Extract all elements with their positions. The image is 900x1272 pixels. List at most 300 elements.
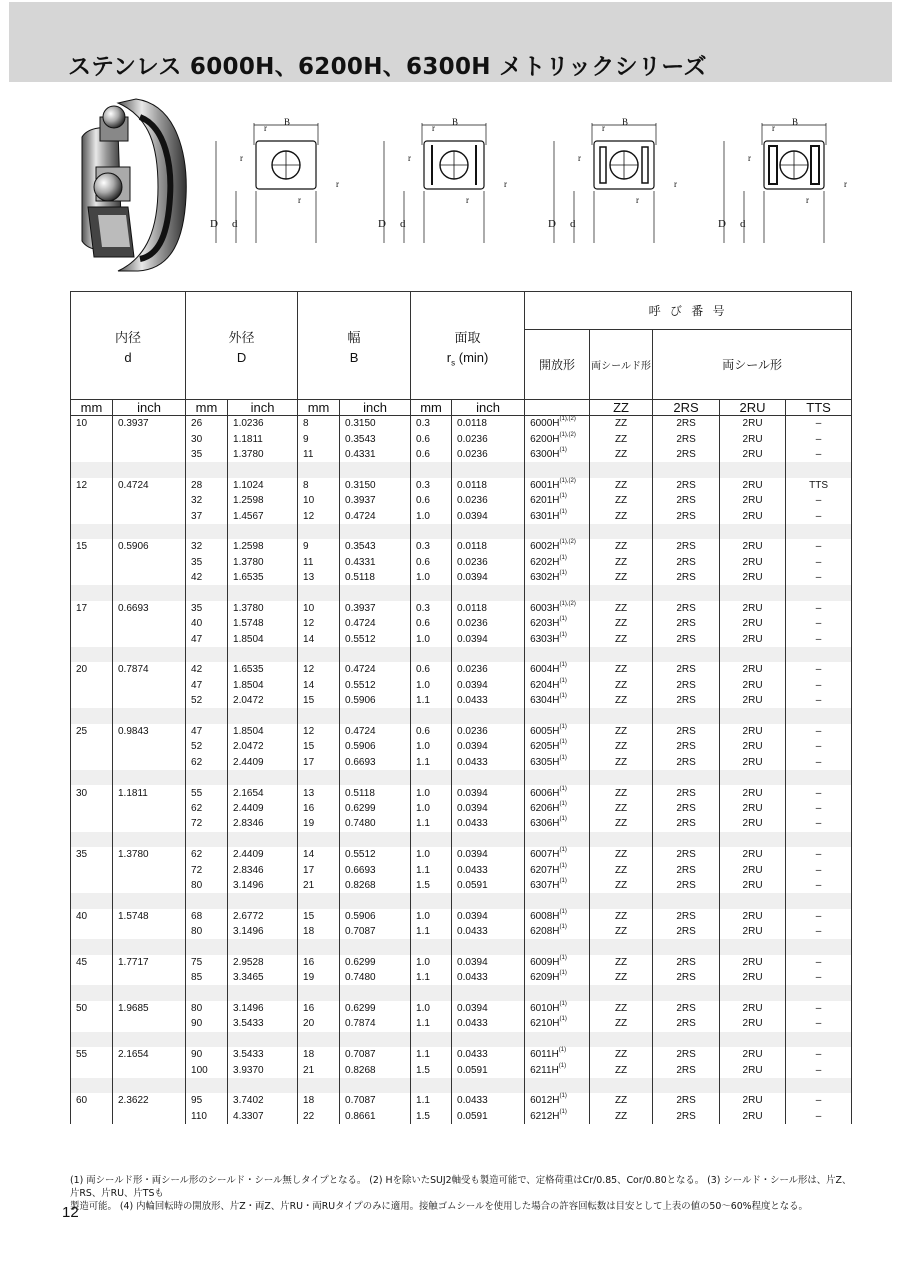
cell-d-mm: 40	[71, 909, 113, 924]
label-rs-top: r	[264, 123, 267, 133]
cell-tts: –	[786, 678, 852, 693]
cell-r-in: 0.0118	[452, 539, 525, 554]
spacer-cell	[113, 524, 186, 539]
footnote-ref: (1)	[559, 970, 567, 977]
label-rs-bottom: r	[636, 195, 639, 205]
spacer-cell	[411, 708, 452, 723]
cell-ru: 2RU	[720, 970, 786, 985]
spacer-cell	[71, 985, 113, 1000]
cell-r-in: 0.0118	[452, 601, 525, 616]
cell-r-mm: 1.0	[411, 955, 452, 970]
cell-ru: 2RU	[720, 785, 786, 800]
spacer-cell	[590, 832, 653, 847]
spacer-cell	[590, 524, 653, 539]
designation-open: 6305H	[530, 756, 560, 768]
cell-r-in: 0.0394	[452, 1001, 525, 1016]
table-row	[71, 693, 852, 708]
cell-rs: 2RS	[653, 801, 720, 816]
cell-B-in: 0.8268	[340, 878, 411, 893]
designation-open: 6012H	[530, 1095, 560, 1107]
cell-B-mm: 12	[298, 508, 340, 523]
footnote-ref: (1)	[558, 1062, 567, 1069]
spacer-cell	[653, 832, 720, 847]
unit-header: 2RU	[720, 400, 786, 416]
designation-open: 6208H	[530, 926, 560, 938]
cell-B-mm: 18	[298, 924, 340, 939]
cell-d-mm	[71, 678, 113, 693]
footnote-ref: (1)	[559, 877, 567, 884]
spacer-cell	[411, 524, 452, 539]
cell-d-inch	[113, 739, 186, 754]
spacer-cell	[228, 1032, 298, 1047]
cell-r-mm: 1.1	[411, 816, 452, 831]
spacer-cell	[228, 1078, 298, 1093]
cell-open	[525, 801, 590, 816]
cell-d-inch: 1.7717	[113, 955, 186, 970]
cell-r-mm: 0.3	[411, 601, 452, 616]
cell-ru: 2RU	[720, 1016, 786, 1031]
cell-D-in: 1.2598	[228, 493, 298, 508]
spacer-cell	[653, 708, 720, 723]
cell-r-in: 0.0118	[452, 416, 525, 432]
cell-r-mm: 1.0	[411, 570, 452, 585]
spacer-row	[71, 462, 852, 477]
cell-rs: 2RS	[653, 878, 720, 893]
table-row	[71, 616, 852, 631]
footnote-ref: (1)	[559, 554, 567, 561]
cell-zz: ZZ	[590, 924, 653, 939]
cell-d-inch	[113, 1016, 186, 1031]
table-row	[71, 662, 852, 677]
cell-open	[525, 755, 590, 770]
table-row	[71, 801, 852, 816]
spacer-row	[71, 939, 852, 954]
cell-open	[525, 539, 590, 554]
footnote-ref: (1)	[559, 662, 567, 669]
spacer-cell	[298, 708, 340, 723]
cell-d-mm	[71, 739, 113, 754]
spacer-cell	[298, 524, 340, 539]
table-row	[71, 724, 852, 739]
cell-open	[525, 739, 590, 754]
label-d-outer: D	[718, 218, 726, 230]
cell-B-in: 0.8268	[340, 1062, 411, 1077]
cell-r-in: 0.0394	[452, 801, 525, 816]
cell-d-inch: 0.3937	[113, 416, 186, 432]
spacer-cell	[452, 708, 525, 723]
cell-ru: 2RU	[720, 693, 786, 708]
cell-D-in: 4.3307	[228, 1109, 298, 1124]
cell-D-mm: 90	[186, 1016, 228, 1031]
cell-d-mm	[71, 693, 113, 708]
unit-header: 2RS	[653, 400, 720, 416]
spacer-cell	[186, 708, 228, 723]
label-rs: r	[240, 153, 243, 163]
cell-B-in: 0.5512	[340, 678, 411, 693]
cell-D-mm: 85	[186, 970, 228, 985]
spacer-cell	[71, 939, 113, 954]
cell-d-inch	[113, 570, 186, 585]
cell-rs: 2RS	[653, 416, 720, 432]
cell-B-in: 0.3543	[340, 539, 411, 554]
footnote-ref: (1)	[559, 816, 567, 823]
diagram-shield	[374, 115, 522, 245]
spacer-cell	[653, 524, 720, 539]
cell-r-in: 0.0236	[452, 616, 525, 631]
cell-tts: –	[786, 493, 852, 508]
cell-tts: –	[786, 847, 852, 862]
cell-d-inch: 0.4724	[113, 478, 186, 493]
spacer-cell	[452, 462, 525, 477]
label-rs-bottom: r	[298, 195, 301, 205]
cell-d-mm	[71, 493, 113, 508]
unit-header: mm	[71, 400, 113, 416]
cell-D-mm: 47	[186, 678, 228, 693]
table-row	[71, 862, 852, 877]
cell-B-in: 0.3937	[340, 493, 411, 508]
cell-D-mm: 75	[186, 955, 228, 970]
cell-D-mm: 52	[186, 739, 228, 754]
spacer-cell	[590, 893, 653, 908]
cell-ru: 2RU	[720, 755, 786, 770]
unit-header: inch	[113, 400, 186, 416]
cell-d-mm	[71, 447, 113, 462]
cell-open	[525, 724, 590, 739]
footnote-ref: (1)	[559, 739, 567, 746]
cell-d-mm: 60	[71, 1093, 113, 1108]
cell-ru: 2RU	[720, 878, 786, 893]
label-d-bore: d	[232, 218, 238, 230]
cell-B-mm: 21	[298, 1062, 340, 1077]
spacer-cell	[653, 985, 720, 1000]
label-rs: r	[748, 153, 751, 163]
cell-r-in: 0.0433	[452, 816, 525, 831]
table-row	[71, 1109, 852, 1124]
cell-tts: –	[786, 539, 852, 554]
cell-rs: 2RS	[653, 816, 720, 831]
label-d-outer: D	[210, 218, 218, 230]
cell-B-in: 0.7087	[340, 924, 411, 939]
spacer-cell	[71, 708, 113, 723]
cell-B-in: 0.4724	[340, 508, 411, 523]
cell-rs: 2RS	[653, 1047, 720, 1062]
label-b: B	[792, 117, 799, 127]
label-d-bore: d	[400, 218, 406, 230]
table-row	[71, 785, 852, 800]
bearing-photo	[78, 97, 190, 273]
cell-rs: 2RS	[653, 447, 720, 462]
spacer-cell	[525, 939, 590, 954]
footnote-ref: (1)	[559, 754, 567, 761]
spacer-cell	[590, 462, 653, 477]
cell-tts: –	[786, 739, 852, 754]
label-b: B	[452, 117, 459, 127]
cell-D-mm: 80	[186, 878, 228, 893]
spacer-cell	[186, 462, 228, 477]
cell-r-mm: 1.0	[411, 847, 452, 862]
cell-D-in: 1.3780	[228, 447, 298, 462]
cell-ru: 2RU	[720, 631, 786, 646]
cell-B-mm: 8	[298, 416, 340, 432]
cell-tts: TTS	[786, 478, 852, 493]
cell-D-mm: 62	[186, 847, 228, 862]
cell-D-mm: 62	[186, 801, 228, 816]
spacer-cell	[653, 893, 720, 908]
footnote-ref: (1),(2)	[559, 477, 576, 484]
cell-d-mm	[71, 1016, 113, 1031]
cell-B-in: 0.3543	[340, 431, 411, 446]
cell-B-mm: 18	[298, 1093, 340, 1108]
cell-d-inch: 2.1654	[113, 1047, 186, 1062]
cell-B-in: 0.5118	[340, 570, 411, 585]
spacer-cell	[228, 939, 298, 954]
spacer-cell	[113, 585, 186, 600]
spacer-cell	[452, 647, 525, 662]
cell-r-in: 0.0591	[452, 1109, 525, 1124]
cell-tts: –	[786, 631, 852, 646]
spacer-cell	[113, 832, 186, 847]
unit-header: mm	[298, 400, 340, 416]
cell-rs: 2RS	[653, 1001, 720, 1016]
spacer-cell	[590, 1078, 653, 1093]
cell-r-mm: 1.0	[411, 631, 452, 646]
spacer-cell	[113, 985, 186, 1000]
cell-B-in: 0.7087	[340, 1047, 411, 1062]
cell-zz: ZZ	[590, 785, 653, 800]
cell-rs: 2RS	[653, 739, 720, 754]
cell-D-in: 2.4409	[228, 801, 298, 816]
label-rs-right: r	[504, 179, 507, 189]
cell-d-inch	[113, 693, 186, 708]
designation-open: 6000H	[530, 418, 560, 430]
cell-D-mm: 90	[186, 1047, 228, 1062]
cell-D-in: 1.3780	[228, 601, 298, 616]
spacer-cell	[720, 985, 786, 1000]
cell-zz: ZZ	[590, 1001, 653, 1016]
cell-B-mm: 20	[298, 1016, 340, 1031]
cell-D-in: 1.8504	[228, 678, 298, 693]
cell-d-inch: 1.9685	[113, 1001, 186, 1016]
spacer-row	[71, 708, 852, 723]
spacer-row	[71, 770, 852, 785]
cell-r-in: 0.0394	[452, 678, 525, 693]
spacer-cell	[653, 939, 720, 954]
spacer-cell	[228, 647, 298, 662]
cell-tts: –	[786, 447, 852, 462]
cell-B-in: 0.7087	[340, 1093, 411, 1108]
cell-rs: 2RS	[653, 862, 720, 877]
cell-r-mm: 0.6	[411, 662, 452, 677]
cell-tts: –	[786, 570, 852, 585]
cell-d-mm	[71, 570, 113, 585]
cell-d-mm: 15	[71, 539, 113, 554]
table-row	[71, 601, 852, 616]
spacer-cell	[653, 647, 720, 662]
cell-d-mm	[71, 801, 113, 816]
spacer-cell	[525, 985, 590, 1000]
cell-r-in: 0.0394	[452, 631, 525, 646]
cell-B-mm: 17	[298, 862, 340, 877]
page-title: ステンレス 6000H、6200H、6300H メトリックシリーズ	[68, 54, 707, 80]
spacer-cell	[71, 832, 113, 847]
table-row	[71, 631, 852, 646]
cell-ru: 2RU	[720, 924, 786, 939]
table-row	[71, 816, 852, 831]
cell-rs: 2RS	[653, 909, 720, 924]
footnote-ref: (1)	[559, 785, 567, 792]
cell-zz: ZZ	[590, 555, 653, 570]
cell-D-mm: 40	[186, 616, 228, 631]
spacer-cell	[186, 1078, 228, 1093]
cell-tts: –	[786, 878, 852, 893]
cell-rs: 2RS	[653, 1016, 720, 1031]
designation-open: 6202H	[530, 556, 560, 568]
spacer-cell	[411, 939, 452, 954]
cell-r-mm: 0.6	[411, 431, 452, 446]
cell-D-mm: 35	[186, 447, 228, 462]
spacer-cell	[298, 985, 340, 1000]
spacer-row	[71, 647, 852, 662]
cell-rs: 2RS	[653, 970, 720, 985]
footnote-ref: (1)	[559, 724, 567, 730]
header-designation: 呼 び 番 号	[525, 292, 852, 330]
cell-B-mm: 14	[298, 847, 340, 862]
spacer-cell	[340, 708, 411, 723]
cell-open	[525, 662, 590, 677]
cell-D-mm: 110	[186, 1109, 228, 1124]
spacer-cell	[411, 647, 452, 662]
unit-header: inch	[340, 400, 411, 416]
spacer-cell	[186, 893, 228, 908]
spacer-cell	[525, 647, 590, 662]
spacer-cell	[113, 893, 186, 908]
cell-B-in: 0.3150	[340, 416, 411, 432]
cell-d-inch: 0.5906	[113, 539, 186, 554]
label-rs-bottom: r	[806, 195, 809, 205]
cell-rs: 2RS	[653, 1109, 720, 1124]
cell-rs: 2RS	[653, 601, 720, 616]
cell-zz: ZZ	[590, 816, 653, 831]
spacer-row	[71, 1078, 852, 1093]
cell-zz: ZZ	[590, 539, 653, 554]
cell-zz: ZZ	[590, 678, 653, 693]
cell-open	[525, 785, 590, 800]
cell-zz: ZZ	[590, 970, 653, 985]
cell-ru: 2RU	[720, 1109, 786, 1124]
cell-r-in: 0.0433	[452, 755, 525, 770]
cell-B-mm: 14	[298, 631, 340, 646]
cell-D-in: 1.4567	[228, 508, 298, 523]
cell-tts: –	[786, 955, 852, 970]
cell-d-inch	[113, 493, 186, 508]
cell-ru: 2RU	[720, 478, 786, 493]
cell-open	[525, 555, 590, 570]
cell-B-mm: 12	[298, 724, 340, 739]
cell-rs: 2RS	[653, 508, 720, 523]
table-row	[71, 755, 852, 770]
cell-D-mm: 32	[186, 539, 228, 554]
spacer-cell	[340, 893, 411, 908]
designation-open: 6204H	[530, 679, 560, 691]
spacer-cell	[186, 832, 228, 847]
cell-ru: 2RU	[720, 862, 786, 877]
cell-d-mm: 17	[71, 601, 113, 616]
spacer-cell	[340, 1078, 411, 1093]
cell-tts: –	[786, 1047, 852, 1062]
cell-rs: 2RS	[653, 755, 720, 770]
cell-zz: ZZ	[590, 662, 653, 677]
designation-open: 6003H	[530, 602, 560, 614]
spacer-cell	[340, 647, 411, 662]
spacer-cell	[298, 1032, 340, 1047]
spacer-cell	[720, 893, 786, 908]
cell-D-in: 3.5433	[228, 1047, 298, 1062]
spacer-cell	[411, 1078, 452, 1093]
cell-zz: ZZ	[590, 755, 653, 770]
cell-zz: ZZ	[590, 847, 653, 862]
cell-D-in: 3.1496	[228, 878, 298, 893]
designation-open: 6300H	[530, 448, 560, 460]
cell-tts: –	[786, 693, 852, 708]
cell-D-in: 1.2598	[228, 539, 298, 554]
spacer-cell	[653, 1032, 720, 1047]
designation-open: 6004H	[530, 664, 560, 676]
spacer-cell	[525, 1078, 590, 1093]
cell-D-in: 3.1496	[228, 924, 298, 939]
cell-r-mm: 1.0	[411, 678, 452, 693]
designation-open: 6307H	[530, 879, 560, 891]
cell-B-in: 0.6693	[340, 862, 411, 877]
cell-d-inch	[113, 755, 186, 770]
cell-D-mm: 100	[186, 1062, 228, 1077]
cell-open	[525, 816, 590, 831]
cell-D-in: 2.1654	[228, 785, 298, 800]
cell-zz: ZZ	[590, 909, 653, 924]
cell-r-mm: 0.6	[411, 555, 452, 570]
cell-open	[525, 447, 590, 462]
cell-open	[525, 416, 590, 432]
cell-tts: –	[786, 601, 852, 616]
cell-D-in: 2.8346	[228, 816, 298, 831]
spacer-cell	[228, 585, 298, 600]
header-chamfer: 面取 $r_s$ (min)	[411, 292, 525, 400]
cell-D-in: 3.9370	[228, 1062, 298, 1077]
spacer-cell	[186, 770, 228, 785]
cell-r-mm: 1.1	[411, 755, 452, 770]
designation-open: 6001H	[530, 479, 560, 491]
table-row	[71, 1093, 852, 1108]
cell-r-in: 0.0236	[452, 724, 525, 739]
cell-r-mm: 1.1	[411, 1016, 452, 1031]
cell-B-mm: 19	[298, 816, 340, 831]
spacer-cell	[525, 1032, 590, 1047]
cell-d-inch	[113, 616, 186, 631]
cell-B-in: 0.5906	[340, 739, 411, 754]
cell-tts: –	[786, 555, 852, 570]
cell-zz: ZZ	[590, 508, 653, 523]
spacer-cell	[113, 939, 186, 954]
cell-D-mm: 95	[186, 1093, 228, 1108]
cell-d-inch: 0.6693	[113, 601, 186, 616]
cell-d-inch: 0.7874	[113, 662, 186, 677]
spacer-cell	[720, 585, 786, 600]
footnote-ref: (1)	[559, 616, 567, 623]
cell-ru: 2RU	[720, 570, 786, 585]
cell-B-mm: 10	[298, 493, 340, 508]
designation-open: 6008H	[530, 910, 560, 922]
cell-open	[525, 508, 590, 523]
spacer-cell	[298, 893, 340, 908]
